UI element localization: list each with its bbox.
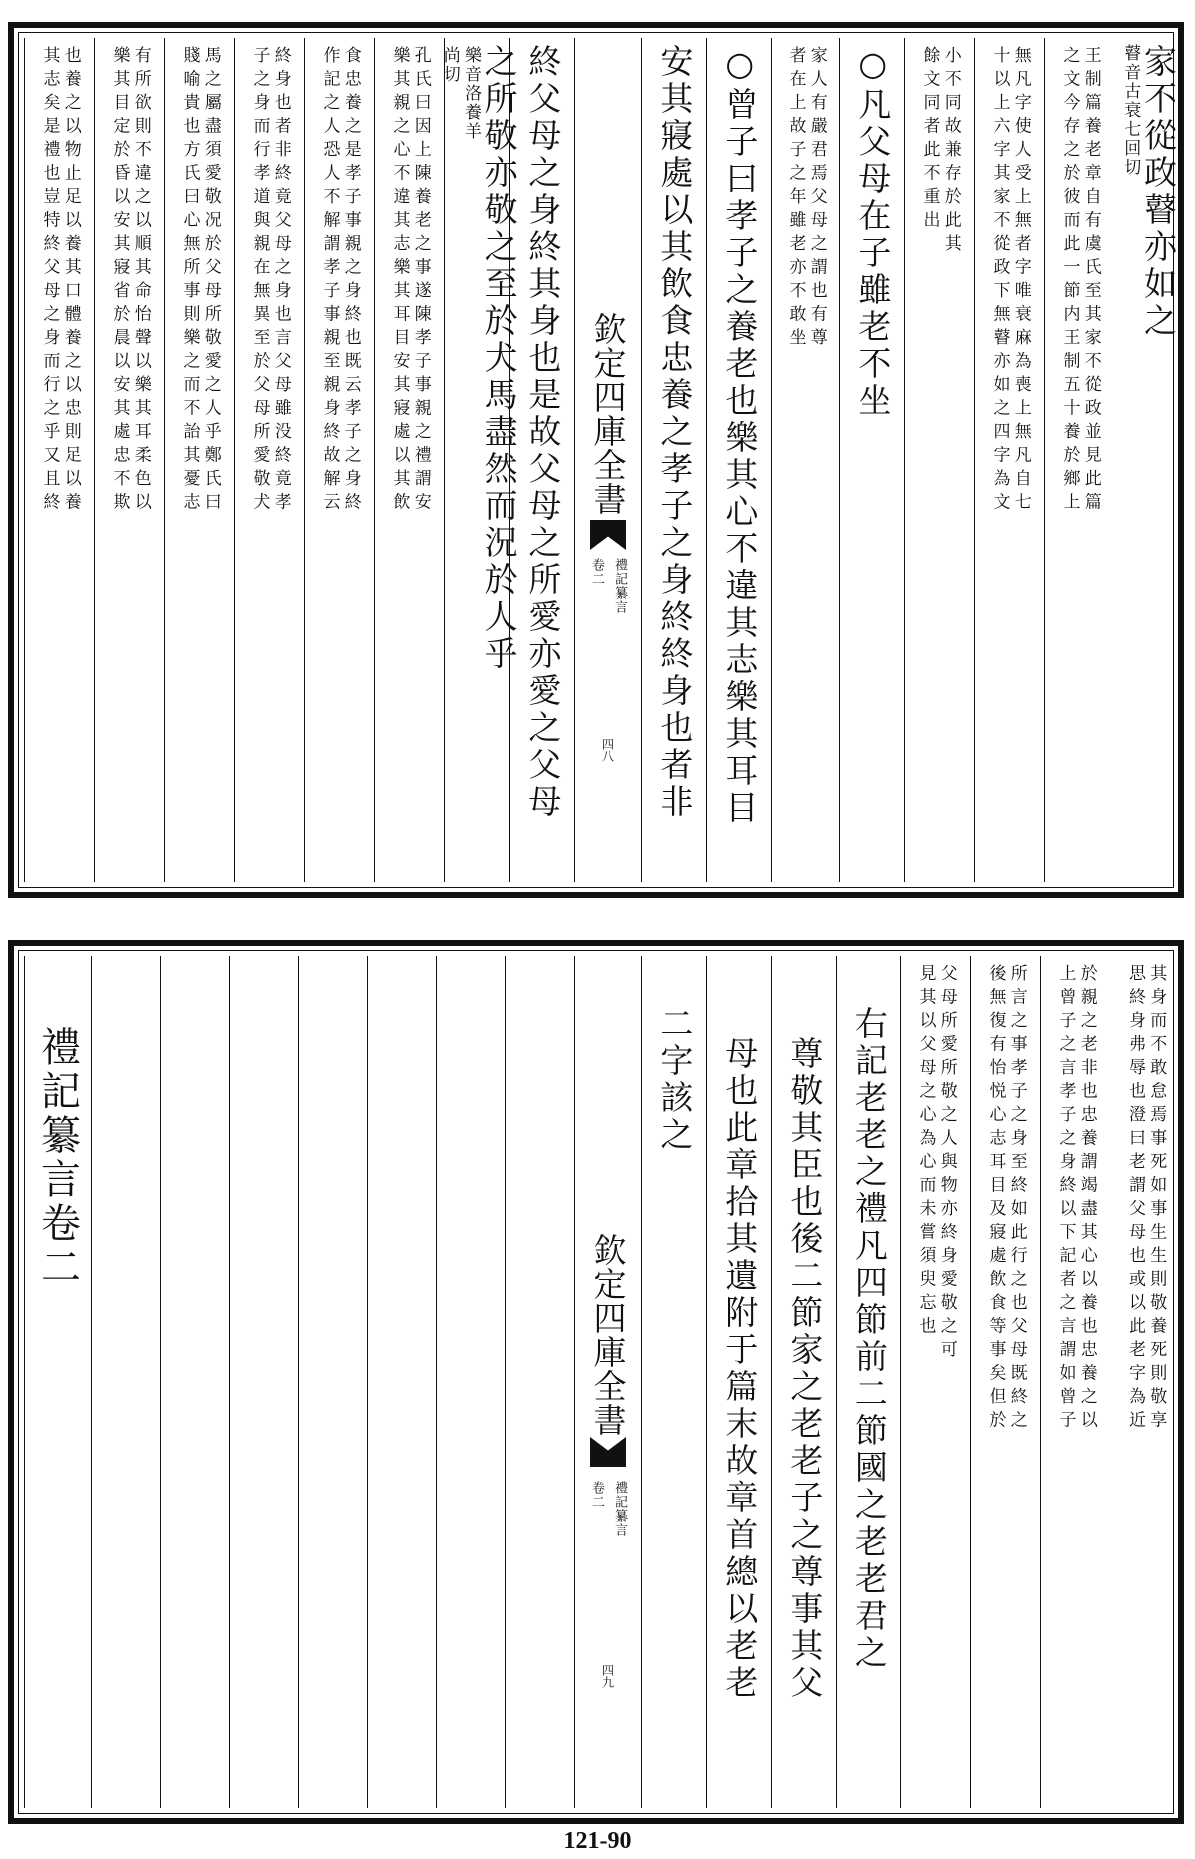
- commentary-column: [1044, 38, 1114, 882]
- fishtail-mark-icon: [590, 1437, 626, 1467]
- commentary-line: 後無復有怡悦心志耳目及寢處飲食等事矣但於: [985, 964, 1006, 1434]
- lower-page-frame: [8, 940, 1184, 1824]
- empty-column: [298, 956, 367, 1808]
- commentary-line: 子之身而行孝道與親在無異至於父母所愛敬犬: [249, 46, 270, 516]
- commentary-column: [94, 38, 164, 882]
- volume-label: 卷二: [589, 558, 604, 586]
- text-column: [836, 956, 900, 1808]
- upper-page-frame: [8, 22, 1184, 898]
- commentary-column: [974, 38, 1044, 882]
- commentary-line: 也養之以物止足以養其口體養之以忠則足以養: [60, 46, 81, 516]
- text-column: [1114, 38, 1180, 882]
- volume-label: 卷二: [589, 1481, 604, 1509]
- text-column: [641, 38, 706, 882]
- commentary-line: 作記之人恐人不解謂孝子事親至親身終故解云: [319, 46, 340, 516]
- centre-fold-column: [574, 956, 641, 1808]
- text-column: [24, 956, 91, 1808]
- commentary-column: [304, 38, 374, 882]
- commentary-line: 思終身弗辱也澄曰老謂父母也或以此老字為近: [1125, 964, 1145, 1434]
- commentary-line: 孔氏曰因上陳養老之事遂陳孝子事親之禮謂安: [410, 46, 431, 516]
- commentary-column: [904, 38, 974, 882]
- commentary-line: 上曾子之言孝子之身終以下記者之言謂如曾子: [1055, 964, 1076, 1434]
- text-column: [641, 956, 706, 1808]
- commentary-line: 其身而不敢怠焉事死如事生生則敬養死則敬享: [1146, 964, 1167, 1434]
- text-column: [439, 38, 519, 882]
- commentary-line: 有所欲則不違之以順其命怡聲以樂其耳柔色以: [130, 46, 151, 516]
- commentary-line: 賤喻貴也方氏曰心無所事則樂之而不詒其憂志: [179, 46, 200, 516]
- main-text: 二字該之: [655, 1006, 695, 1154]
- commentary-column: [234, 38, 304, 882]
- commentary-line: 餘文同者此不重出: [919, 46, 940, 234]
- commentary-column: [970, 956, 1040, 1808]
- main-text: ○曾子曰孝子之養老也樂其心不違其志樂其耳目: [720, 44, 760, 827]
- commentary-column: [24, 38, 94, 882]
- commentary-line: 王制篇養老章自有虞氏至其家不從政並見此篇: [1080, 46, 1101, 516]
- empty-column: [367, 956, 436, 1808]
- commentary-line: 樂其親之心不違其志樂其耳目安其寢處以其飲: [389, 46, 410, 516]
- commentary-column: [164, 38, 234, 882]
- commentary-line: 所言之事孝子之身至終如此行之也父母既終之: [1006, 964, 1027, 1434]
- main-text: 終父母之身終其身也是故父母之所愛亦愛之父母: [523, 44, 563, 821]
- text-column: [706, 38, 771, 882]
- book-header: 欽定四庫全書: [588, 1233, 628, 1437]
- commentary-line: 之文今存之於彼而此一節内王制五十養於鄉上: [1059, 46, 1080, 516]
- commentary-column: [374, 38, 444, 882]
- book-header: 欽定四庫全書: [588, 312, 628, 516]
- annotation: 瞽音古衰七回切: [1120, 44, 1141, 177]
- commentary-line: 十以上六字其家不從政下無瞽亦如之四字為文: [989, 46, 1010, 516]
- commentary-line: 於親之老非也忠養謂竭盡其心以養也忠養之以: [1076, 964, 1097, 1434]
- book-title-label: 禮記纂言: [612, 1481, 627, 1537]
- commentary-line: 家人有嚴君焉父母之謂也有尊: [806, 46, 827, 352]
- commentary-column: [771, 38, 839, 882]
- volume-end-title: 禮記纂言卷二: [34, 1026, 81, 1290]
- commentary-column: [1110, 956, 1180, 1808]
- book-title-label: 禮記纂言: [612, 558, 627, 614]
- commentary-line: 父母所愛所敬之人與物亦終身愛敬之可: [936, 964, 957, 1364]
- folio-number: 四九: [600, 1664, 615, 1688]
- text-column: [706, 956, 771, 1808]
- commentary-line: 樂其目定於昏以安其寢省於晨以安其處忠不欺: [109, 46, 130, 516]
- centre-fold-column: [574, 38, 641, 882]
- empty-column: [436, 956, 505, 1808]
- empty-column: [505, 956, 574, 1808]
- commentary-line: 者在上故子之年雖老亦不敢坐: [785, 46, 806, 352]
- main-text: 母也此章拾其遺附于篇末故章首總以老老: [720, 1036, 760, 1702]
- commentary-line: 小不同故兼存於此其: [940, 46, 961, 258]
- main-text: 家不從政瞽亦如之: [1138, 44, 1178, 340]
- page-number: 121-90: [563, 1828, 632, 1854]
- text-column: [839, 38, 904, 882]
- main-text: 安其寢處以其飲食忠養之孝子之身終終身也者非: [655, 44, 695, 821]
- commentary-line: 馬之屬盡須愛敬况於父母所敬愛之人乎鄭氏曰: [200, 46, 221, 516]
- annotation: 樂音洛養羊尚切: [439, 46, 481, 141]
- commentary-line: 見其以父母之心為心而未嘗須臾忘也: [915, 964, 936, 1340]
- fishtail-mark-icon: [590, 520, 626, 550]
- main-text: 右記老老之禮凡四節前二節國之老老君之: [849, 1006, 889, 1672]
- commentary-line: 無凡字使人受上無者字唯衰麻為喪上無凡自七: [1010, 46, 1031, 516]
- main-text: 尊敬其臣也後二節家之老老子之尊事其父: [785, 1036, 825, 1702]
- folio-number: 四八: [600, 738, 615, 762]
- commentary-column: [900, 956, 970, 1808]
- empty-column: [229, 956, 298, 1808]
- main-text: 之所敬亦敬之至於犬馬盡然而況於人乎: [479, 44, 519, 673]
- empty-column: [160, 956, 229, 1808]
- text-column: [771, 956, 836, 1808]
- commentary-column: [1040, 956, 1110, 1808]
- empty-column: [91, 956, 160, 1808]
- text-column: [509, 38, 574, 882]
- commentary-line: 食忠養之是孝子事親之身終也既云孝子之身終: [340, 46, 361, 516]
- main-text: ○凡父母在子雖老不坐: [853, 44, 893, 420]
- commentary-line: 終身也者非終竟父母之身也言父母雖没終竟孝: [270, 46, 291, 516]
- commentary-line: 其志矣是禮也豈特終父母之身而行之乎又且終: [39, 46, 60, 516]
